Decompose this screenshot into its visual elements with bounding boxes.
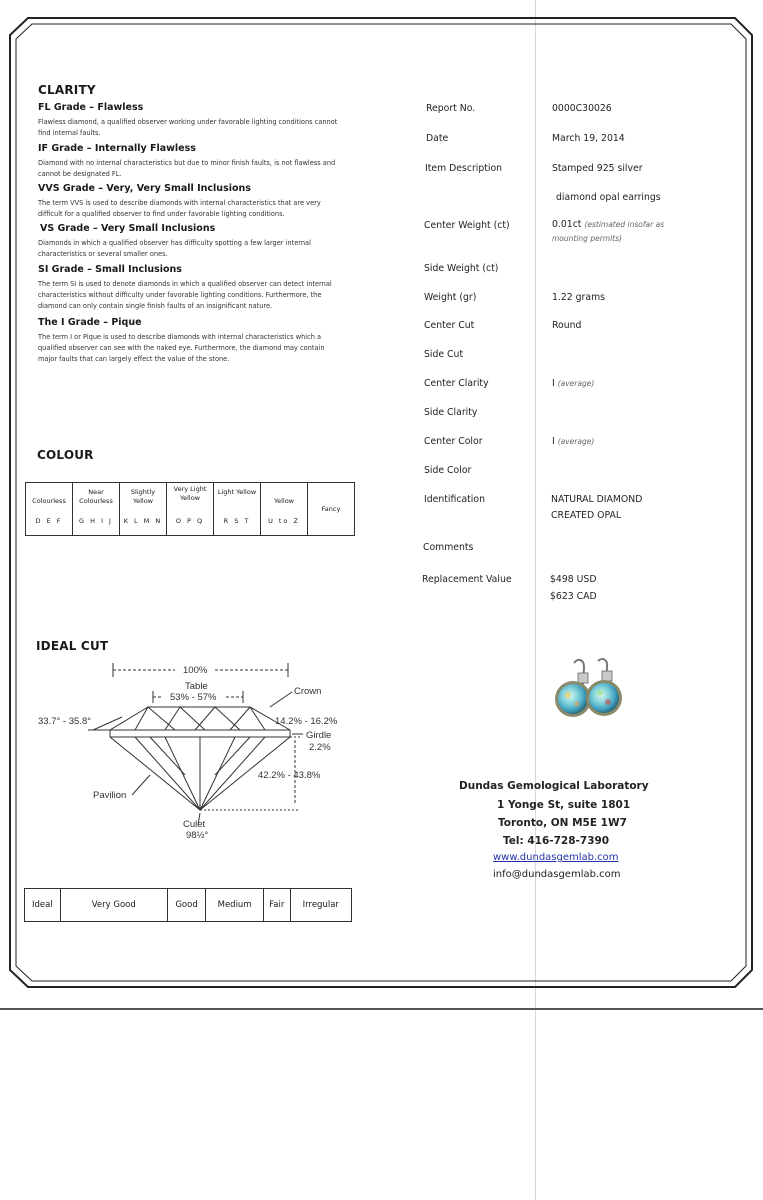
center-color-grade: I <box>552 436 555 447</box>
clarity-grade-vs-text: Diamonds in which a qualified observer has difficulty spotting a few larger internal characteristics or several smaller ones. <box>38 239 311 258</box>
side-color-label: Side Color <box>424 465 472 476</box>
center-weight-amount: 0.01ct <box>552 219 582 230</box>
scan-page-edge <box>0 1008 763 1010</box>
clarity-grade-vvs-text: The term VVS is used to describe diamonds with internal characteristics that are very difficult for a qualified observer to find under favorable lighting conditions. <box>38 199 321 218</box>
diagram-table-range: 53% - 57% <box>170 692 217 703</box>
cut-grade-cell: Fair <box>263 889 290 922</box>
colour-cell <box>308 483 355 536</box>
cut-grade-cell: Very Good <box>60 889 167 922</box>
colour-cell-code: D E F <box>35 517 63 525</box>
colour-cell-name: Light Yellow <box>217 488 257 496</box>
lab-website-link[interactable]: www.dundasgemlab.com <box>493 852 619 863</box>
item-description-value-1: Stamped 925 silver <box>552 163 643 174</box>
clarity-grade-fl-title: FL Grade – Flawless <box>38 102 144 113</box>
diagram-table-label: Table <box>185 681 208 692</box>
weight-label: Weight (gr) <box>424 292 477 303</box>
diagram-culet-label: Culet <box>183 819 206 830</box>
diagram-crown-height: 14.2% - 16.2% <box>275 716 338 727</box>
colour-cell-name: Slightly Yellow <box>130 488 156 505</box>
side-weight-label: Side Weight (ct) <box>424 263 499 274</box>
replacement-value-usd: $498 USD <box>550 574 597 585</box>
colour-cell-name: Very Light Yellow <box>173 485 207 502</box>
diagram-girdle-label: Girdle <box>306 730 332 741</box>
cut-grade-cell: Irregular <box>290 889 351 922</box>
cut-grade-table <box>24 888 352 922</box>
colour-cell-code: K L M N <box>123 517 163 525</box>
cut-grade-cell: Ideal <box>25 889 61 922</box>
clarity-grade-if-text: Diamond with no internal characteristics but due to minor finish faults, is not flawless and cannot be designated FL. <box>38 159 336 178</box>
colour-cell-code: R S T <box>223 517 251 525</box>
diagram-culet-angle: 98½° <box>186 830 209 841</box>
colour-cell <box>261 483 308 536</box>
center-color-label: Center Color <box>424 436 483 447</box>
side-clarity-label: Side Clarity <box>424 407 478 418</box>
clarity-grade-si-title: SI Grade – Small Inclusions <box>38 264 182 275</box>
colour-cell-name: Colourless <box>32 497 66 505</box>
diagram-pavilion-label: Pavilion <box>93 790 127 801</box>
colour-cell <box>214 483 261 536</box>
diagram-girdle-pct: 2.2% <box>309 742 331 753</box>
identification-value-1: NATURAL DIAMOND <box>551 494 643 505</box>
opal-earrings-photo <box>548 655 628 735</box>
colour-cell-name: Near Colourless <box>79 488 113 505</box>
diagram-pavilion-depth: 42.2% - 43.8% <box>258 770 321 781</box>
diagram-width-pct: 100% <box>183 665 208 676</box>
diagram-crown-angle: 33.7° - 35.8° <box>38 716 92 727</box>
center-weight-note: (estimated insofar as mounting permits) <box>552 220 665 243</box>
clarity-grade-fl-text: Flawless diamond, a qualified observer working under favorable lighting conditions cannot find internal faults. <box>38 118 338 137</box>
center-cut-value: Round <box>552 320 582 331</box>
diamond-proportions-diagram <box>0 655 360 845</box>
lab-email: info@dundasgemlab.com <box>493 869 621 880</box>
cut-grade-cell: Medium <box>206 889 264 922</box>
clarity-grade-i-title: The I Grade – Pique <box>38 317 142 328</box>
ideal-cut-heading: IDEAL CUT <box>36 639 109 653</box>
colour-cell-name: Yellow <box>273 497 294 505</box>
replacement-value-label: Replacement Value <box>422 574 512 585</box>
colour-cell <box>167 483 214 536</box>
cut-grade-cell: Good <box>167 889 206 922</box>
center-clarity-value <box>552 376 594 392</box>
lab-name: Dundas Gemological Laboratory <box>459 780 649 792</box>
colour-cell-name: Fancy <box>321 505 341 513</box>
colour-heading: COLOUR <box>37 448 94 462</box>
date-label: Date <box>426 133 449 144</box>
comments-label: Comments <box>423 542 474 553</box>
colour-cell <box>26 483 73 536</box>
side-cut-label: Side Cut <box>424 349 464 360</box>
center-weight-value <box>552 218 682 246</box>
report-no-value: 0000C30026 <box>552 103 612 114</box>
item-description-value-2: diamond opal earrings <box>556 192 661 203</box>
diagram-crown-label: Crown <box>294 686 322 697</box>
report-no-label: Report No. <box>426 103 476 114</box>
colour-cell-code: O P Q <box>175 517 205 525</box>
lab-telephone: Tel: 416-728-7390 <box>503 835 610 847</box>
center-clarity-label: Center Clarity <box>424 378 489 389</box>
lab-address-line2: Toronto, ON M5E 1W7 <box>498 817 627 829</box>
clarity-grade-vs-title: VS Grade – Very Small Inclusions <box>40 223 216 234</box>
colour-cell-code: U to Z <box>268 517 300 525</box>
clarity-grade-si-text: The term SI is used to denote diamonds in which a qualified observer can detect internal characteristics without difficulty under favorable lighting conditions. Furthermore, the diamond can only contain single finish faults of an insignificant nature. <box>38 280 332 310</box>
center-weight-label: Center Weight (ct) <box>424 220 510 231</box>
center-color-value <box>552 434 594 450</box>
clarity-grade-i-text: The term I or Pique is used to describe diamonds with internal characteristics which a qualified observer can see with the naked eye. Furthermore, the diamond may contain major faults that can largely effect the value of the stone. <box>38 333 325 363</box>
identification-value-2: CREATED OPAL <box>551 510 621 521</box>
colour-cell-code: G H I J <box>79 517 113 525</box>
clarity-heading: CLARITY <box>38 83 96 97</box>
center-clarity-grade: I <box>552 378 555 389</box>
colour-cell <box>120 483 167 536</box>
colour-scale-table <box>25 482 355 536</box>
lab-address-line1: 1 Yonge St, suite 1801 <box>497 799 631 811</box>
date-value: March 19, 2014 <box>552 133 625 144</box>
replacement-value-cad: $623 CAD <box>550 591 597 602</box>
colour-cell <box>73 483 120 536</box>
center-clarity-note: (average) <box>557 379 595 388</box>
center-cut-label: Center Cut <box>424 320 475 331</box>
identification-label: Identification <box>424 494 485 505</box>
weight-value: 1.22 grams <box>552 292 605 303</box>
clarity-grade-if-title: IF Grade – Internally Flawless <box>38 143 196 154</box>
item-description-label: Item Description <box>425 163 503 174</box>
center-color-note: (average) <box>557 437 595 446</box>
clarity-grade-vvs-title: VVS Grade – Very, Very Small Inclusions <box>38 183 251 194</box>
